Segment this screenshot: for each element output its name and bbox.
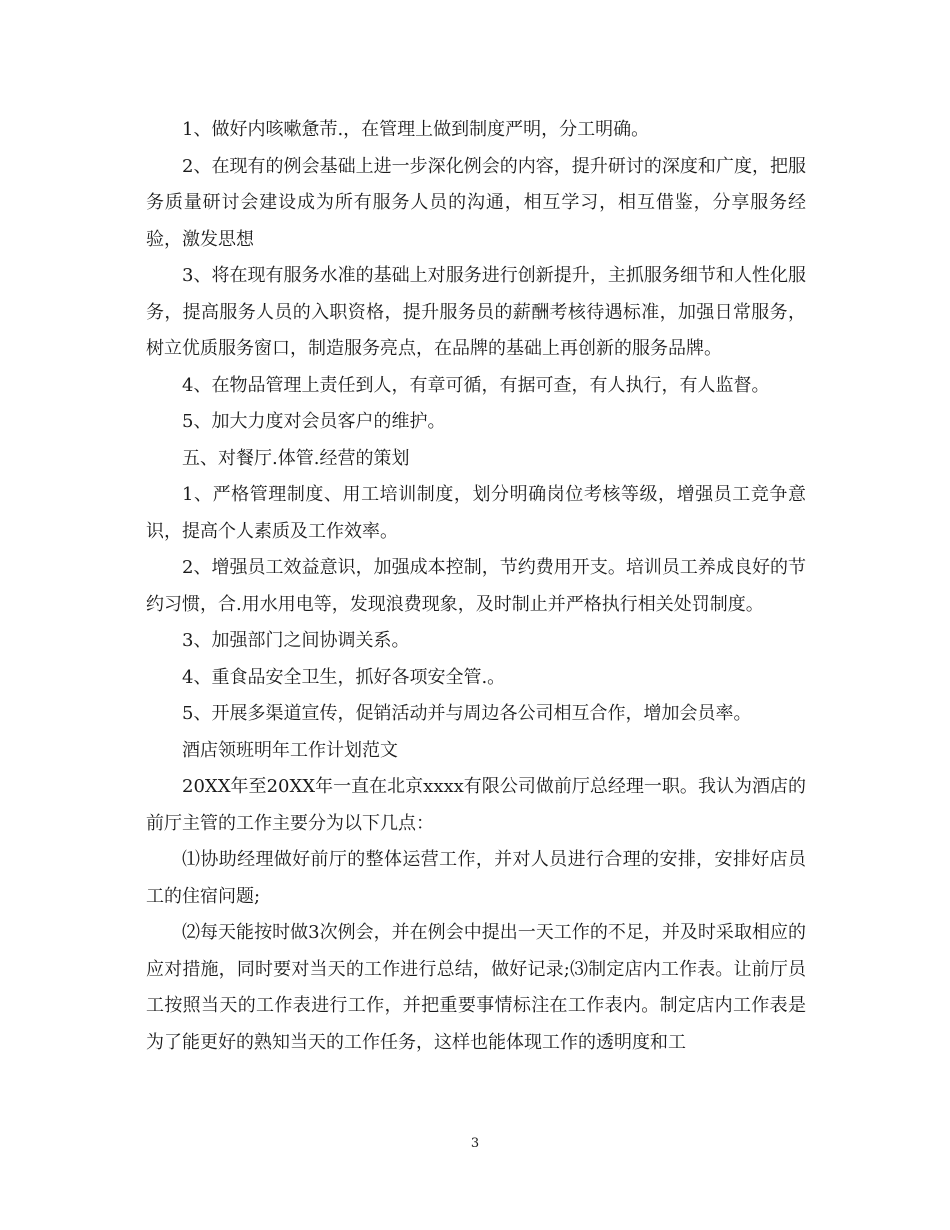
paragraph-intro: 20XX年至20XX年一直在北京xxxx有限公司做前厅总经理一职。我认为酒店的前厅主管的工作主要分为以下几点： xyxy=(146,776,806,834)
paragraph-point-2: ⑵每天能按时做3次例会，并在例会中提出一天工作的不足，并及时采取相应的应对措施，同时要对当天的工作进行总结，做好记录;⑶制定店内工作表。让前厅员工按照当天的工作表进行工作，并把重要事情标注在工作表内。制定店内工作表是为了能更好的熟知当天的工作任务，这样也能体现工作的透明度和工 xyxy=(146,922,806,1053)
paragraph-item-7: 2、增强员工效益意识，加强成本控制，节约费用开支。培训员工养成良好的节约习惯，合.用水用电等，发现浪费现象，及时制止并严格执行相关处罚制度。 xyxy=(146,557,806,615)
paragraph-item-8: 3、加强部门之间协调关系。 xyxy=(182,630,410,651)
section-heading-5: 五、对餐厅.体管.经营的策划 xyxy=(182,447,410,469)
paragraph-item-2: 2、在现有的例会基础上进一步深化例会的内容，提升研讨的深度和广度，把服务质量研讨会建设成为所有服务人员的沟通，相互学习，相互借鉴，分享服务经验，激发思想 xyxy=(146,155,806,250)
paragraph-item-3: 3、将在现有服务水准的基础上对服务进行创新提升，主抓服务细节和人性化服务，提高服务人员的入职资格，提升服务员的薪酬考核待遇标准，加强日常服务，树立优质服务窗口，制造服务亮点，在品牌的基础上再创新的服务品牌。 xyxy=(146,265,806,359)
section-title: 酒店领班明年工作计划范文 xyxy=(182,739,398,761)
paragraph-point-1: ⑴协助经理做好前厅的整体运营工作，并对人员进行合理的安排，安排好店员工的住宿问题; xyxy=(146,849,806,907)
paragraph-item-6: 1、严格管理制度、用工培训制度，划分明确岗位考核等级，增强员工竞争意识，提高个人素质及工作效率。 xyxy=(146,484,806,542)
paragraph-item-10: 5、开展多渠道宣传，促销活动并与周边各公司相互合作，增加会员率。 xyxy=(182,703,752,724)
document-body xyxy=(146,112,806,1061)
paragraph-item-5: 5、加大力度对会员客户的维护。 xyxy=(182,411,446,432)
page-number: 3 xyxy=(470,1136,480,1151)
paragraph-item-1: 1、做好内咳嗽惫芾.，在管理上做到制度严明，分工明确。 xyxy=(182,119,650,140)
paragraph-item-4: 4、在物品管理上责任到人，有章可循，有据可查，有人执行，有人监督。 xyxy=(182,374,770,396)
paragraph-item-9: 4、重食品安全卫生，抓好各项安全管.。 xyxy=(182,666,506,688)
